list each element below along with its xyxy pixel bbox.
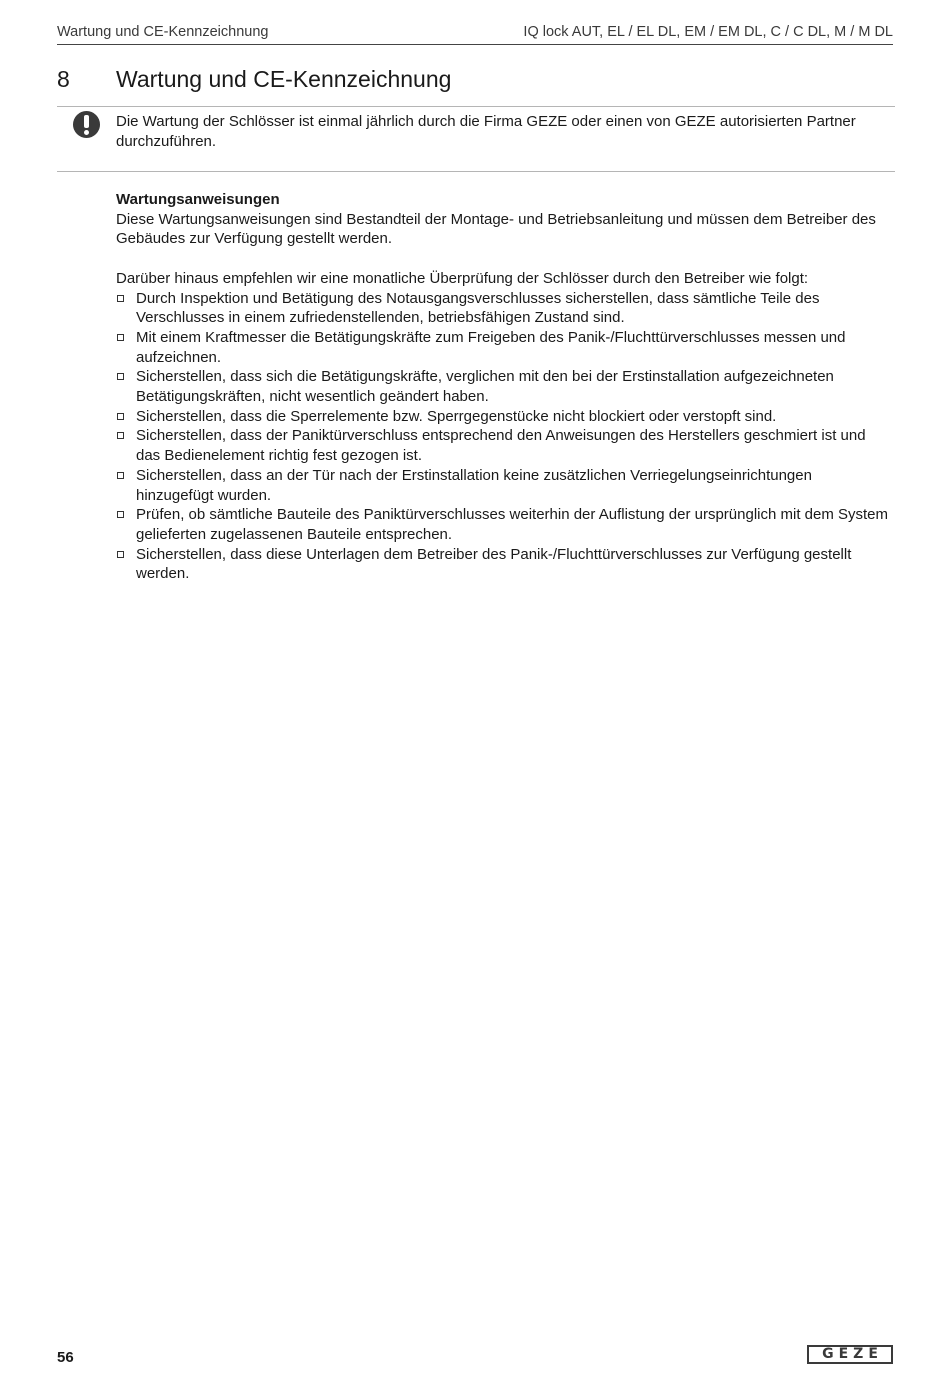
exclamation-icon — [73, 111, 100, 138]
running-header — [57, 22, 893, 45]
checkbox-bullet-icon — [117, 373, 124, 380]
section-title: Wartungsanweisungen — [116, 191, 280, 208]
notice-box — [57, 106, 895, 172]
list-item-text: Prüfen, ob sämtliche Bauteile des Paniktürverschlusses weiterhin der Auflistung der ursprünglich mit dem System gelieferten zugelassenen Bauteile entsprechen. — [136, 506, 889, 543]
list-item — [116, 289, 891, 328]
checkbox-bullet-icon — [117, 472, 124, 479]
section-intro: Diese Wartungsanweisungen sind Bestandteil der Montage- und Betriebsanleitung und müssen dem Betreiber des Gebäudes zur Verfügung gestellt werden. — [116, 210, 876, 248]
list-item — [116, 328, 891, 367]
list-item-text: Durch Inspektion und Betätigung des Notausgangsverschlusses sicherstellen, dass sämtliche Teile des Verschlusses in einem zufriedenstellenden, betriebsfähigen Zustand sind. — [136, 289, 820, 327]
checkbox-bullet-icon — [117, 511, 124, 518]
list-item-text: Sicherstellen, dass an der Tür nach der Erstinstallation keine zusätzlichen Verriegelungseinrichtungen hinzugefügt wurden. — [136, 466, 812, 504]
page-number: 56 — [57, 1349, 74, 1366]
chapter-title: Wartung und CE-Kennzeichnung — [116, 66, 452, 92]
section-lead: Darüber hinaus empfehlen wir eine monatliche Überprüfung der Schlösser durch den Betreiber wie folgt: — [116, 269, 809, 287]
exclamation-icon-bar — [84, 115, 89, 128]
list-item — [116, 367, 891, 406]
chapter-heading — [57, 66, 451, 93]
logo-text: GEZE — [822, 1346, 883, 1362]
checkbox-bullet-icon — [117, 334, 124, 341]
checkbox-bullet-icon — [117, 413, 124, 420]
checkbox-bullet-icon — [117, 432, 124, 439]
list-item-text: Sicherstellen, dass der Paniktürverschluss entsprechend den Anweisungen des Herstellers geschmiert ist und das Bedienelement richtig fest gezogen ist. — [136, 427, 866, 465]
list-item — [116, 466, 891, 505]
exclamation-icon-dot — [84, 130, 89, 135]
list-item — [116, 426, 891, 465]
list-item-text: Mit einem Kraftmesser die Betätigungskräfte zum Freigeben des Panik-/Fluchttürverschlusses messen und aufzeichnen. — [136, 328, 846, 366]
list-item — [116, 505, 891, 544]
list-item — [116, 545, 891, 584]
paragraph-spacer — [116, 249, 891, 269]
list-item-text: Sicherstellen, dass diese Unterlagen dem Betreiber des Panik-/Fluchttürverschlusses zur Verfügung gestellt werden. — [136, 545, 852, 583]
geze-logo — [807, 1345, 893, 1364]
list-item-text: Sicherstellen, dass sich die Betätigungskräfte, verglichen mit den bei der Erstinstallation aufgezeichneten Betätigungskräften, nicht wesentlich geändert haben. — [136, 368, 834, 406]
main-content — [116, 190, 891, 584]
header-product-name: IQ lock AUT, EL / EL DL, EM / EM DL, C / C DL, M / M DL — [523, 24, 893, 40]
maintenance-checklist — [116, 289, 891, 585]
list-item-text: Sicherstellen, dass die Sperrelemente bzw. Sperrgegenstücke nicht blockiert oder verstopft sind. — [136, 407, 777, 425]
chapter-number: 8 — [57, 66, 70, 92]
list-item — [116, 407, 891, 427]
checkbox-bullet-icon — [117, 295, 124, 302]
header-section-title: Wartung und CE-Kennzeichnung — [57, 24, 269, 40]
notice-text: Die Wartung der Schlösser ist einmal jährlich durch die Firma GEZE oder einen von GEZE autorisierten Partner durchzuführen. — [116, 113, 856, 150]
checkbox-bullet-icon — [117, 551, 124, 558]
